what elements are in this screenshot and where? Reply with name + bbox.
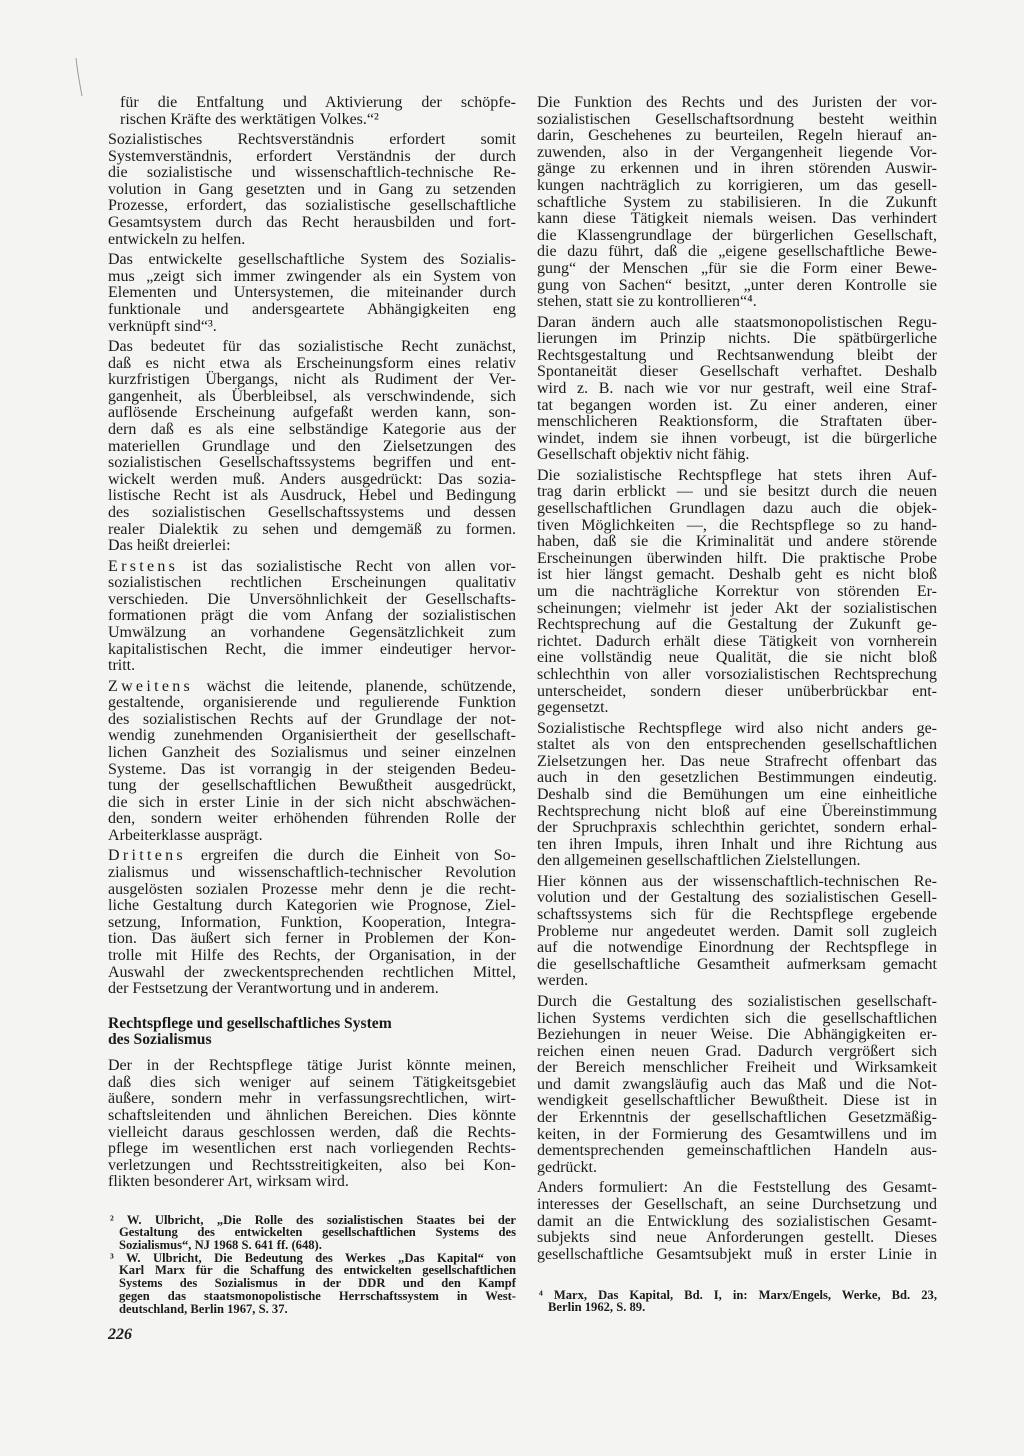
text-line: rischen Kräfte des werktätigen Volkes.“² bbox=[120, 110, 379, 128]
text-line: Gesellschaft objektiv nicht fähig. bbox=[537, 446, 750, 464]
text-line: Der in der Rechtspflege tätige Jurist könnte meinen, bbox=[108, 1057, 516, 1075]
text-line: verknüpft sind“³. bbox=[108, 317, 217, 335]
text-line: entwickeln zu helfen. bbox=[108, 230, 246, 248]
text-line: gung von Sachen“ besitzt, „unter deren Kontrolle sie bbox=[537, 276, 937, 294]
text-line: Daran ändern auch alle staatsmonopolistischen Regu- bbox=[537, 313, 937, 331]
text-line: wendig zunehmenden Organisiertheit der gesellschaft- bbox=[108, 727, 516, 745]
text-line: unterscheidet, sondern dieser unüberbrückbar ent- bbox=[537, 682, 937, 700]
text-line: realer Dialektik zu sehen und demgemäß zu formen. bbox=[108, 520, 516, 538]
text-line: verschieden. Die Unversöhnlichkeit der Gesellschafts- bbox=[108, 590, 516, 608]
text-line: Umwälzung an vorhandene Gegensätzlichkeit zum bbox=[108, 623, 516, 641]
text-line: Sozialistische Rechtspflege wird also nicht anders ge- bbox=[537, 719, 937, 737]
text-line: windet, indem sie ihnen vorbeugt, ist die bürgerliche bbox=[537, 429, 937, 447]
text-line: die Klassengrundlage der bürgerlichen Gesellschaft, bbox=[537, 226, 937, 244]
text-line: scheinungen; vielmehr ist jeder Akt der sozialistischen bbox=[537, 599, 937, 617]
text-line: Rechtsprechung auf die Gestaltung der Zukunft ge- bbox=[537, 616, 937, 634]
text-line: listische Recht ist als Ausdruck, Hebel und Bedingung bbox=[108, 487, 516, 505]
footnotes-right bbox=[537, 1289, 937, 1314]
footnote-line: Sozialismus“, NJ 1968 S. 641 ff. (648). bbox=[119, 1238, 322, 1252]
footnote-line: ² W. Ulbricht, „Die Rolle des sozialistischen Staates bei der bbox=[110, 1212, 516, 1227]
text-line: daß dies sich weniger auf seinem Tätigkeitsgebiet bbox=[108, 1073, 516, 1091]
text-line: schaftliche System zu stabilisieren. In die Zukunft bbox=[537, 193, 937, 211]
spaced-emphasis-word: Drittens bbox=[108, 847, 186, 865]
text-line: lierungen im Prinzip nichts. Die spätbürgerliche bbox=[537, 330, 937, 348]
text-line: tion. Das äußert sich ferner in Problemen der Kon- bbox=[108, 930, 516, 948]
text-line: sozialistischen Gesellschaftsordnung besteht weithin bbox=[537, 110, 937, 128]
spaced-emphasis-word: Zweitens bbox=[108, 677, 194, 695]
text-line: Die Funktion des Rechts und des Juristen der vor- bbox=[537, 94, 937, 111]
text-line: tung der gesellschaftlichen Bewußtheit ausgedrückt, bbox=[108, 777, 516, 795]
text-line: der Bereich menschlicher Freiheit und Wirksamkeit bbox=[537, 1059, 937, 1077]
scan-artifact-mark bbox=[70, 56, 90, 100]
footnote bbox=[537, 1289, 937, 1314]
text-line: Das entwickelte gesellschaftliche System des Sozialis- bbox=[108, 251, 516, 269]
text-line: sozialistischen Gesellschaftssystems begriffen und ent- bbox=[108, 454, 516, 472]
paragraph bbox=[537, 994, 937, 1177]
text-line: gegensetzt. bbox=[537, 699, 609, 717]
paragraph bbox=[108, 848, 516, 997]
text-line: wendigkeit gesellschaftlicher Bewußtheit. Diese ist in bbox=[537, 1092, 937, 1110]
text-line bbox=[108, 679, 516, 696]
text-line: verletzungen und Rechtsstreitigkeiten, also bei Kon- bbox=[108, 1156, 516, 1174]
text-line: ausgelösten sozialen Prozesse mehr denn je die recht- bbox=[108, 880, 516, 898]
text-line: eine vollständig neue Qualität, die sie nicht bloß bbox=[537, 649, 937, 667]
line-text: wächst die leitende, planende, schützende, bbox=[193, 677, 516, 695]
left-text-column bbox=[108, 95, 516, 1195]
text-line: der Erkenntnis der gesellschaftlichen Gesetzmäßig- bbox=[537, 1109, 937, 1127]
text-line: dern daß es als eine selbständige Kategorie aus der bbox=[108, 420, 516, 438]
text-line: gedrückt. bbox=[537, 1158, 597, 1176]
footnote-line: gegen das staatsmonopolistische Herrschaftssystem in West- bbox=[119, 1288, 516, 1303]
text-line: reichen einen neuen Grad. Dadurch vergrößert sich bbox=[537, 1042, 937, 1060]
line-text: ergreifen die durch die Einheit von So- bbox=[185, 847, 516, 865]
text-line: der Spruchpraxis schlechthin gerichtet, sondern erhal- bbox=[537, 819, 937, 837]
text-line: sozialistischen rechtlichen Erscheinungen qualitativ bbox=[108, 574, 516, 592]
text-line: den allgemeinen gesellschaftlichen Zielstellungen. bbox=[537, 852, 861, 870]
text-line: volution und der Gestaltung des sozialistischen Gesell- bbox=[537, 889, 937, 907]
text-line: Durch die Gestaltung des sozialistischen gesellschaft- bbox=[537, 992, 937, 1010]
text-line: materiellen Grundlage und den Zielsetzungen des bbox=[108, 437, 516, 455]
page-number: 226 bbox=[108, 1326, 132, 1343]
paragraph bbox=[108, 1058, 516, 1191]
text-line: flikten besonderer Art, wirksam wird. bbox=[108, 1173, 349, 1191]
section-heading bbox=[108, 1016, 516, 1048]
text-line: Erscheinungen überwinden hilft. Die praktische Probe bbox=[537, 549, 937, 567]
text-line: schaftssystems sich für die Rechtspflege ergebende bbox=[537, 906, 937, 924]
footnote-line: Systems des Sozialismus in der DDR und den Kampf bbox=[119, 1276, 516, 1291]
text-line: funktionale und andersgeartete Abhängigkeiten eng bbox=[108, 300, 516, 318]
paragraph bbox=[537, 874, 937, 990]
text-line: kurzfristigen Übergangs, nicht als Rudiment der Ver- bbox=[108, 371, 516, 389]
text-line: formationen prägt die vom Anfang der sozialistischen bbox=[108, 607, 516, 625]
paragraph bbox=[537, 468, 937, 717]
text-line: ist hier längst gemacht. Deshalb geht es nicht bloß bbox=[537, 566, 937, 584]
footnotes-left bbox=[108, 1214, 516, 1316]
footnote-line: deutschland, Berlin 1967, S. 37. bbox=[119, 1301, 288, 1316]
text-line: trolle mit Hilfe des Rechts, der Organisation, in der bbox=[108, 947, 516, 965]
text-line: Das bedeutet für das sozialistische Recht zunächst, bbox=[108, 337, 516, 355]
text-line: die sich in erster Linie in der sich nicht abschwächen- bbox=[108, 793, 516, 811]
text-line bbox=[108, 848, 516, 865]
text-line: dementsprechenden gemeinschaftlichen Handeln aus- bbox=[537, 1142, 937, 1160]
footnote bbox=[108, 1214, 516, 1252]
text-line: tritt. bbox=[108, 657, 136, 675]
text-line: Beziehungen in neuer Weise. Die Abhängigkeiten er- bbox=[537, 1026, 937, 1044]
text-line: zuwenden, also in der Vergangenheit liegende Vor- bbox=[537, 143, 937, 161]
text-line: Rechtspflege und gesellschaftliches System bbox=[108, 1014, 392, 1032]
text-line: schlechthin von aller vorsozialistischen Rechtsprechung bbox=[537, 665, 937, 683]
text-line: staltet als von den entsprechenden gesellschaftlichen bbox=[537, 736, 937, 754]
text-line: gesellschaftliche Gesamtsubjekt muß in erster Linie in bbox=[537, 1245, 937, 1263]
text-line: Auswahl der zweckentsprechenden rechtlichen Mittel, bbox=[108, 963, 516, 981]
text-line: tat begangen worden ist. Zu einer anderen, einer bbox=[537, 396, 937, 414]
text-line: daß es nicht etwa als Erscheinungsform eines relativ bbox=[108, 354, 516, 372]
text-line: setzung, Information, Funktion, Kooperation, Integra- bbox=[108, 913, 516, 931]
text-line: auf die notwendige Einordnung der Rechtspflege in bbox=[537, 939, 937, 957]
text-line: liche Gestaltung durch Kategorien wie Prognose, Ziel- bbox=[108, 897, 516, 915]
text-line: Elementen und Untersystemen, die miteinander durch bbox=[108, 284, 516, 302]
text-line: Deshalb sind die Bemühungen um eine einheitliche bbox=[537, 786, 937, 804]
text-line: gestaltende, organisierende und regulierende Funktion bbox=[108, 694, 516, 712]
text-line: ten ihren Impuls, ihren Inhalt und ihre Richtung aus bbox=[537, 835, 937, 853]
text-line: Prozesse, erfordert, das sozialistische gesellschaftliche bbox=[108, 197, 516, 215]
text-line: wickelt werden muß. Anders ausgedrückt: Das sozia- bbox=[108, 470, 516, 488]
paragraph bbox=[108, 559, 516, 675]
text-line: gänge zu erkennen und in ihren störenden Auswir- bbox=[537, 160, 937, 178]
text-line: Sozialistisches Rechtsverständnis erfordert somit bbox=[108, 131, 516, 149]
text-line: zialismus und wissenschaftlich-technischer Revolution bbox=[108, 864, 516, 882]
footnote-line: Gestaltung des entwickelten gesellschaftlichen Systems des bbox=[119, 1225, 516, 1240]
text-line: tiven Möglichkeiten —, die Rechtspflege so zu hand- bbox=[537, 516, 937, 534]
paragraph bbox=[108, 252, 516, 335]
text-line: wird z. B. nach wie vor nur gestraft, weil eine Straf- bbox=[537, 379, 937, 397]
line-text: ist das sozialistische Recht von allen vor- bbox=[178, 557, 516, 575]
footnote-line: ⁴ Marx, Das Kapital, Bd. I, in: Marx/Engels, Werke, Bd. 23, bbox=[539, 1287, 937, 1302]
paragraph bbox=[537, 315, 937, 464]
paragraph bbox=[537, 95, 937, 311]
text-line: auch in den gesetzlichen Bestimmungen eindeutig. bbox=[537, 769, 937, 787]
text-line: Systeme. Das ist vorrangig in der steigenden Bedeu- bbox=[108, 760, 516, 778]
text-line: kapitalistischen Recht, die immer eindeutiger hervor- bbox=[108, 640, 516, 658]
paragraph bbox=[108, 679, 516, 845]
text-line: gesellschaftlichen Grundlagen dazu auch die objek- bbox=[537, 500, 937, 518]
text-line: mus „zeigt sich immer zwingender als ein System von bbox=[108, 267, 516, 285]
text-line: Anders formuliert: An die Feststellung des Gesamt- bbox=[537, 1179, 937, 1197]
text-line: den, sondern weiter erhöhenden führenden Rolle der bbox=[108, 810, 516, 828]
paragraph bbox=[537, 1180, 937, 1263]
text-line: um die nachträgliche Korrektur von störenden Er- bbox=[537, 583, 937, 600]
text-line: interesses der Gesellschaft, an seine Durchsetzung und bbox=[537, 1195, 937, 1213]
text-line: subjekts sind neue Anforderungen gestellt. Dieses bbox=[537, 1229, 937, 1247]
text-line: lichen Ganzheit des Sozialismus und seiner einzelnen bbox=[108, 744, 516, 762]
text-line: die sozialistische und wissenschaftlich-technische Re- bbox=[108, 164, 516, 182]
footnote-line: Karl Marx für die Schaffung des entwickelten gesellschaftlichen bbox=[119, 1263, 516, 1278]
text-line: vielleicht daraus geschlossen werden, daß die Rechts- bbox=[108, 1123, 516, 1141]
footnote-line: Berlin 1962, S. 89. bbox=[548, 1300, 646, 1315]
text-line: der Festsetzung der Verantwortung und in anderem. bbox=[108, 980, 439, 998]
text-line: äußere, sondern mehr in verfassungsrechtlichen, wirt- bbox=[108, 1090, 516, 1108]
text-line: haben, daß sie die Kriminalität und andere störende bbox=[537, 533, 937, 551]
text-line: kann diese Tätigkeit niemals weisen. Das verhindert bbox=[537, 210, 937, 228]
paragraph bbox=[108, 339, 516, 555]
text-line: Rechtsgestaltung und Rechtsanwendung bleibt der bbox=[537, 346, 937, 364]
text-line: Arbeiterklasse ausprägt. bbox=[108, 826, 263, 844]
text-line: Spontaneität dieser Gesellschaft verhaftet. Deshalb bbox=[537, 363, 937, 381]
text-line: Gesamtsystem durch das Recht herausbilden und fort- bbox=[108, 214, 516, 232]
text-line: Die sozialistische Rechtspflege hat stets ihren Auf- bbox=[537, 466, 937, 484]
text-line: Hier können aus der wissenschaftlich-technischen Re- bbox=[537, 872, 937, 890]
text-line: Systemverständnis, erfordert Verständnis der durch bbox=[108, 147, 516, 165]
text-line: für die Entfaltung und Aktivierung der schöpfe- bbox=[120, 94, 516, 111]
text-line: schaftsleitenden und ähnlichen Bereichen. Dies könnte bbox=[108, 1106, 516, 1124]
text-line bbox=[108, 559, 516, 576]
paragraph bbox=[108, 132, 516, 248]
text-line: werden. bbox=[537, 972, 589, 990]
text-line: richtet. Dadurch erhält diese Tätigkeit von vornherein bbox=[537, 632, 937, 650]
text-line: darin, Geschehenes zu beurteilen, Regeln hierauf an- bbox=[537, 127, 937, 145]
text-line: gung“ der Menschen „für sie die Form einer Bewe- bbox=[537, 259, 937, 277]
paragraph bbox=[537, 721, 937, 870]
quote-paragraph bbox=[108, 95, 516, 128]
footnote-line: ³ W. Ulbricht, Die Bedeutung des Werkes „Das Kapital“ von bbox=[110, 1250, 516, 1265]
text-line: gangenheit, als Überbleibsel, als verschwindende, sich bbox=[108, 387, 516, 405]
text-line: und damit zwangsläufig auch das Maß und die Not- bbox=[537, 1075, 937, 1093]
text-line: trag darin erblickt — und sie besitzt durch die neuen bbox=[537, 483, 937, 501]
text-line: Probleme nur angedeutet werden. Damit soll zugleich bbox=[537, 922, 937, 940]
text-line: pflege im wesentlichen erst nach vorliegenden Rechts- bbox=[108, 1140, 516, 1158]
text-line: keiten, in der Formierung des Gesamtwillens und im bbox=[537, 1125, 937, 1143]
text-line: lichen Systems verdichten sich die gesellschaftlichen bbox=[537, 1009, 937, 1027]
footnote bbox=[108, 1252, 516, 1316]
text-line: kungen nachträglich zu korrigieren, um das gesell- bbox=[537, 176, 937, 194]
text-line: Das heißt dreierlei: bbox=[108, 537, 231, 555]
text-line: damit an die Entwicklung des sozialistischen Gesamt- bbox=[537, 1212, 937, 1230]
text-line: stehen, statt sie zu kontrollieren“⁴. bbox=[537, 293, 757, 311]
text-line: des sozialistischen Rechts auf der Grundlage der not- bbox=[108, 710, 516, 728]
text-line: die gesellschaftliche Gesamtheit aufmerksam gemacht bbox=[537, 955, 937, 973]
text-line: auflösende Erscheinung aufgefaßt werden kann, son- bbox=[108, 404, 516, 422]
text-line: des sozialistischen Gesellschaftssystems und dessen bbox=[108, 503, 516, 521]
spaced-emphasis-word: Erstens bbox=[108, 557, 179, 575]
text-line: Rechtsprechung nicht bloß auf eine Übereinstimmung bbox=[537, 802, 937, 820]
text-line: volution in Gang gesetzten und in Gang zu setzenden bbox=[108, 180, 516, 198]
text-line: menschlicheren Reaktionsform, die Straftaten über- bbox=[537, 413, 937, 431]
text-line: die dazu führt, daß die „eigene gesellschaftliche Bewe- bbox=[537, 243, 937, 261]
text-line: Zielsetzungen her. Das neue Strafrecht offenbart das bbox=[537, 752, 937, 770]
text-line: des Sozialismus bbox=[108, 1030, 212, 1048]
right-text-column bbox=[537, 95, 937, 1267]
